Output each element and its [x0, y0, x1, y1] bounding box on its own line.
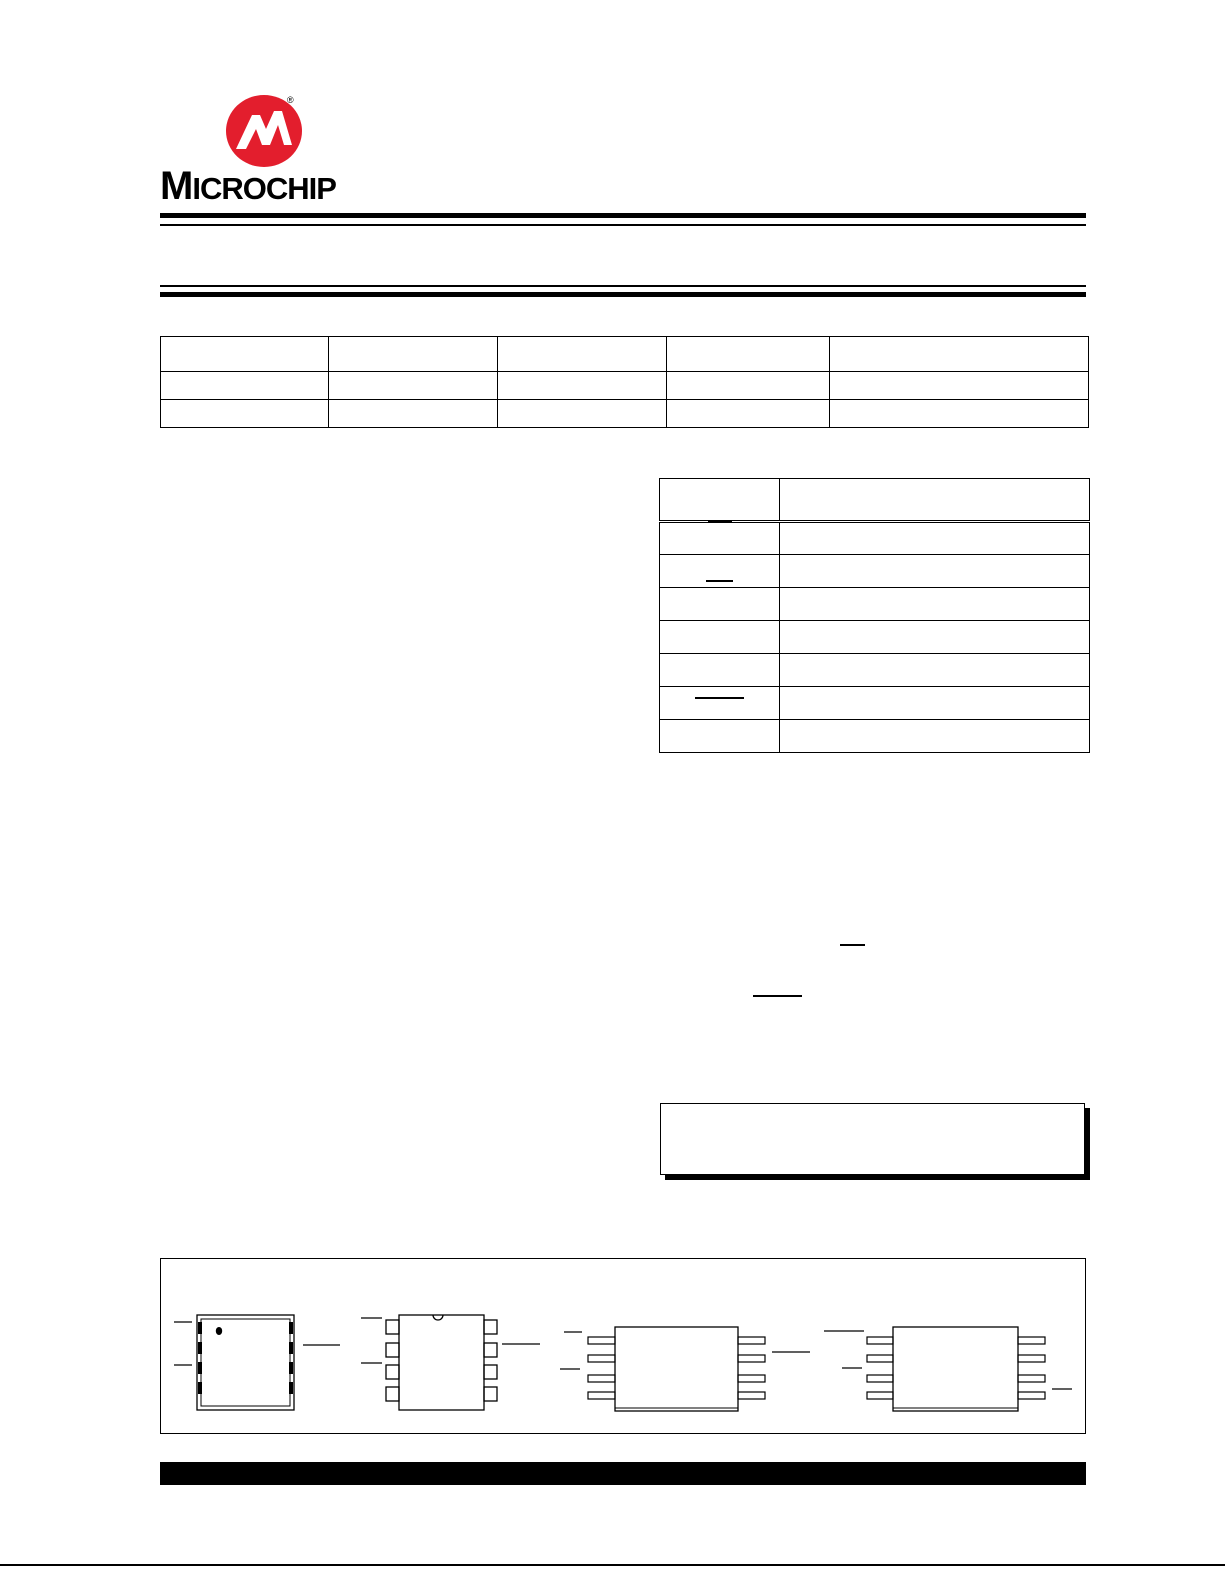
brand-rest: ICROCHIP [192, 171, 336, 206]
table-cell [660, 720, 780, 753]
overbar [708, 521, 732, 523]
table-cell [780, 687, 1090, 720]
table-cell [161, 400, 329, 428]
table-row [161, 337, 1089, 372]
table-cell [498, 400, 667, 428]
table-cell [660, 687, 780, 720]
table-cell [660, 522, 780, 555]
table-cell [161, 337, 329, 372]
table-cell [830, 400, 1089, 428]
table-row [660, 687, 1090, 720]
footer-bar [160, 1462, 1086, 1485]
page-edge-rule [0, 1564, 1225, 1566]
table-cell [660, 479, 780, 522]
table-cell [660, 555, 780, 588]
title-rule-thick [160, 292, 1086, 297]
dfn-package-icon [170, 1312, 345, 1412]
header-rule-thin [160, 224, 1086, 226]
brand-wordmark [160, 164, 370, 208]
header-rule-thick [160, 213, 1086, 218]
pin-function-table [659, 478, 1090, 753]
table-row [660, 654, 1090, 687]
table-cell [780, 654, 1090, 687]
table-cell [780, 479, 1090, 522]
soic-package-icon [560, 1322, 812, 1414]
registered-mark: ® [287, 95, 294, 105]
table-cell [667, 337, 830, 372]
table-cell [660, 654, 780, 687]
brand-first-letter: M [160, 164, 193, 208]
table-cell [780, 621, 1090, 654]
overbar [706, 580, 733, 582]
table-cell [498, 337, 667, 372]
table-cell [329, 400, 498, 428]
overbar [840, 944, 865, 946]
table-row [660, 588, 1090, 621]
table-row [660, 621, 1090, 654]
table-cell [780, 588, 1090, 621]
table-cell [780, 522, 1090, 555]
table-cell [660, 588, 780, 621]
table-cell [830, 372, 1089, 400]
device-selection-table [160, 336, 1089, 428]
table-cell [667, 372, 830, 400]
table-cell [329, 372, 498, 400]
table-row [161, 372, 1089, 400]
note-box [660, 1103, 1085, 1175]
overbar [753, 995, 802, 997]
table-cell [498, 372, 667, 400]
table-cell [329, 337, 498, 372]
tssop-package-icon [822, 1322, 1074, 1414]
table-row [161, 400, 1089, 428]
table-cell [780, 555, 1090, 588]
title-rule-thin [160, 285, 1086, 287]
table-row [660, 720, 1090, 753]
table-row [660, 522, 1090, 555]
overbar [695, 697, 744, 699]
pdip-package-icon [358, 1312, 544, 1412]
table-cell [780, 720, 1090, 753]
table-cell [667, 400, 830, 428]
table-row [660, 479, 1090, 522]
table-cell [660, 621, 780, 654]
table-row [660, 555, 1090, 588]
table-cell [830, 337, 1089, 372]
table-cell [161, 372, 329, 400]
